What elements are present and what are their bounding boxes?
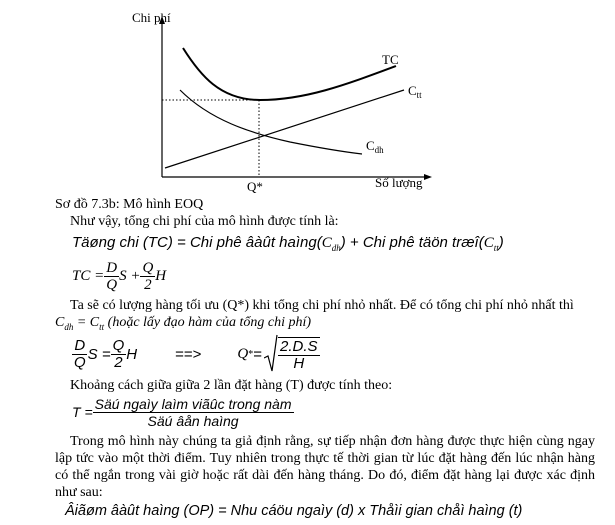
series-line-tc xyxy=(183,48,396,100)
paragraph-optimal-condition xyxy=(55,314,311,336)
eq3-f2-den: 2 xyxy=(114,353,123,371)
eq1-cdh: C xyxy=(321,235,332,251)
eq1-paren-open: ( xyxy=(316,234,322,251)
eq3-rad-num: 2.D.S xyxy=(280,337,318,355)
eq1-paren-close-2: ) xyxy=(498,234,504,251)
eq3-star: * xyxy=(248,348,254,360)
eq3-fraction-d-q xyxy=(72,338,88,371)
paragraph-order-interval: Khoảng cách giữa giữa 2 lần đặt hàng (T) được tính theo: xyxy=(70,378,393,393)
eq1-paren-close: ) xyxy=(340,234,346,251)
eq4-num: Säú ngaìy laìm viãûc trong nàm xyxy=(94,395,292,412)
eq4-lhs: T = xyxy=(72,404,93,420)
eq2-f2-den: 2 xyxy=(144,276,152,293)
x-marker-label: Q* xyxy=(247,179,263,194)
eq3-f1-den: Q xyxy=(74,353,86,371)
eq2-fraction-d-q xyxy=(104,260,119,293)
eq2-s: S + xyxy=(119,267,141,284)
eq1-cdh-sub: dh xyxy=(331,243,341,253)
eq1-ctt: C xyxy=(483,235,494,251)
series-label-cdh: $C_{dh}$ xyxy=(366,138,384,155)
eq2-lhs: TC = xyxy=(72,267,105,284)
eq3-fraction-q-2 xyxy=(111,338,127,371)
eq3-radicand xyxy=(278,337,320,372)
paragraph-total-cost-intro: Như vậy, tổng chi phí của mô hình được tính là: xyxy=(70,214,339,229)
series-line-ctt xyxy=(165,90,404,168)
p2-tail: (hoặc lấy đạo hàm của tổng chi phí) xyxy=(104,315,312,330)
x-axis-arrow xyxy=(424,174,432,180)
eq1-lhs: Täøng chi (TC) = Chi phê âàût haìng xyxy=(72,234,317,251)
p2-cdh: C xyxy=(55,315,65,330)
eq1-mid: + Chi phê täön træî xyxy=(345,234,479,251)
eq3-rad-den: H xyxy=(293,354,305,372)
paragraph-optimal-quantity: Ta sẽ có lượng hàng tối ưu (Q*) khi tổng chi phí nhỏ nhất. Để có tổng chi phí nhỏ nhất thì xyxy=(70,298,574,313)
eq3-equals: = xyxy=(253,345,263,363)
p2-mid: = C xyxy=(73,315,100,330)
x-axis-label: Số lượng xyxy=(375,175,423,190)
p2-cdh-sub: dh xyxy=(64,321,74,332)
eq1-paren-open-2: ( xyxy=(478,234,484,251)
eq2-h: H xyxy=(155,267,167,284)
eq2-f2-num: Q xyxy=(142,259,154,276)
eq3-qstar: Q xyxy=(237,345,249,362)
equation-order-interval xyxy=(72,394,294,430)
eq3-arrow: ==> xyxy=(175,345,202,363)
eq2-fraction-q-2 xyxy=(140,260,155,293)
p2-ctt-sub: tt xyxy=(99,321,105,332)
equation-total-cost-text xyxy=(72,234,504,253)
equation-eoq xyxy=(72,334,320,374)
y-axis-label: Chi phí xyxy=(132,10,171,25)
eq1-ctt-sub: tt xyxy=(493,243,499,253)
equation-total-cost-formula xyxy=(72,258,166,294)
eq3-s: S = xyxy=(87,345,111,363)
series-label-ctt: $C_{tt}$ xyxy=(408,83,422,100)
eq3-f1-num: D xyxy=(74,336,86,354)
eq2-f1-num: D xyxy=(106,259,118,276)
sqrt-sign xyxy=(264,334,278,374)
series-label-tc: TC xyxy=(382,52,399,67)
paragraph-reorder-point: Trong mô hình này chúng ta giả định rằng, sự tiếp nhận đơn hàng được thực hiện cùng ngay lập tức vào một thời điểm. Tuy nhiên trong thực tế thời gian từ lúc đặt hàng đến lúc nhận hàng có thể ngắn trong vài giờ hoặc rất dài đến hàng tháng. Do đó, điểm đặt hàng lại được xác định như sau: xyxy=(55,434,595,500)
eq4-den: Säú âån haìng xyxy=(147,412,239,429)
eoq-chart xyxy=(0,0,615,195)
eq2-f1-den: Q xyxy=(106,276,118,293)
eq4-fraction xyxy=(93,396,294,429)
eq3-f2-num: Q xyxy=(112,336,125,354)
eq3-h: H xyxy=(126,345,138,363)
figure-caption: Sơ đồ 7.3b: Mô hình EOQ xyxy=(55,197,204,212)
equation-reorder-point: Âiãøm âàût haìng (OP) = Nhu cáöu ngaìy (d) x Thåìi gian chåì haìng (t) xyxy=(65,503,523,519)
